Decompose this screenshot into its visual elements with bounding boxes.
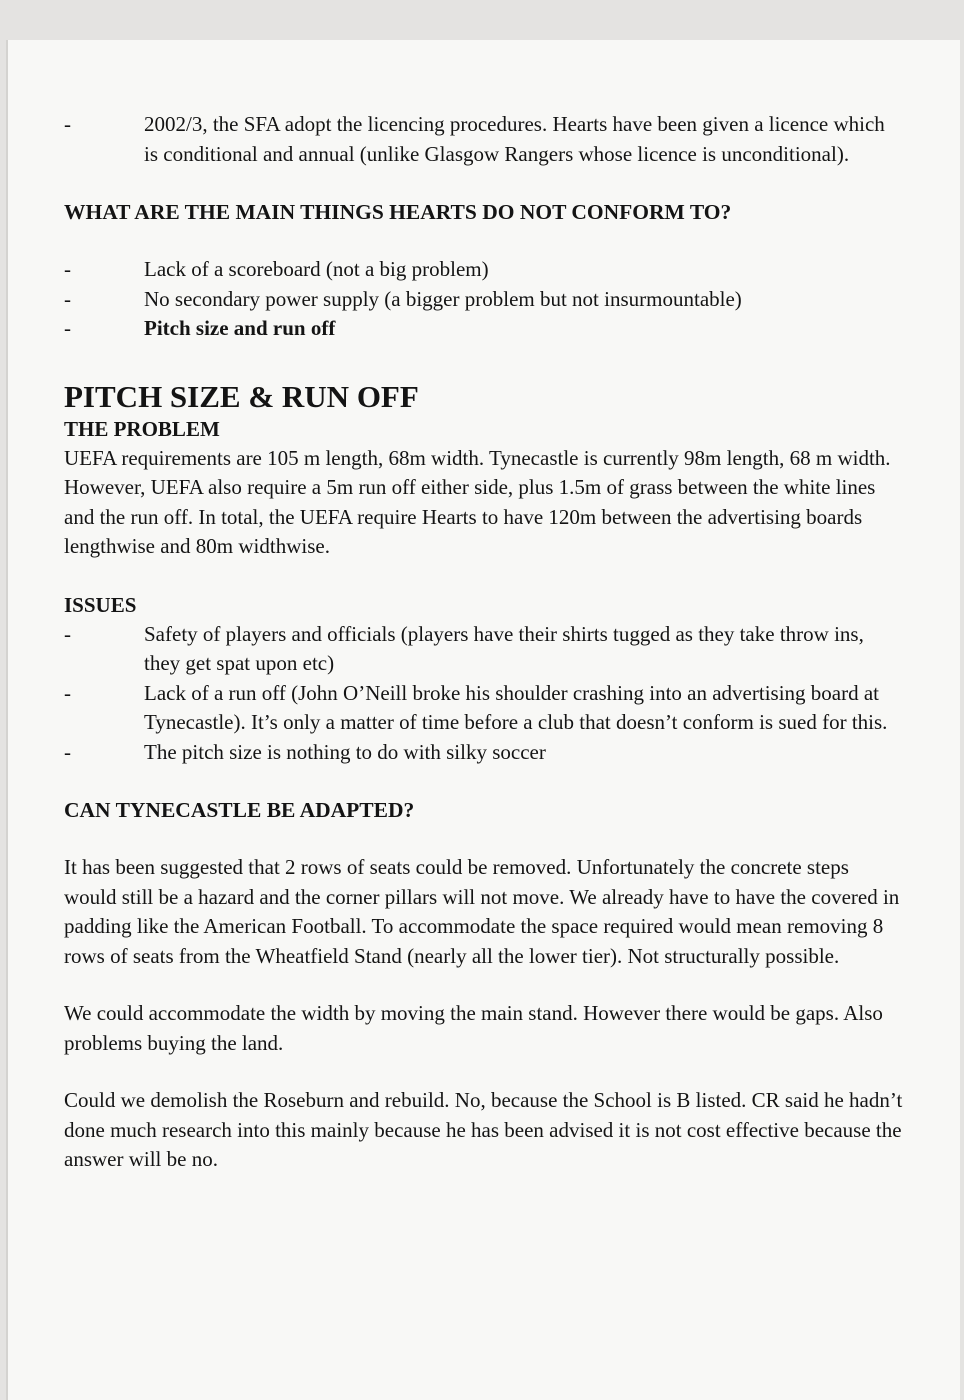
- bullet-dash: -: [64, 257, 71, 281]
- bullet-dash: -: [64, 112, 71, 136]
- document-page: [6, 40, 960, 1400]
- issue-item: [64, 738, 904, 768]
- problem-heading: THE PROBLEM: [64, 416, 220, 441]
- issues-heading: ISSUES: [64, 592, 137, 617]
- adapt-paragraph: Could we demolish the Roseburn and rebuild. No, because the School is B listed. CR said he hadn’t done much research into this mainly because he has been advised it is not cost effective because the answer will be no.: [64, 1088, 903, 1171]
- adapt-paragraph: It has been suggested that 2 rows of seats could be removed. Unfortunately the concrete steps would still be a hazard and the corner pillars will not move. We already have to have the covered in padding like the American Football. To accommodate the space required would mean removing 8 rows of seats from the Wheatfield Stand (nearly all the lower tier). Not structurally possible.: [64, 855, 900, 968]
- licence-text: 2002/3, the SFA adopt the licencing procedures. Hearts have been given a licence which is conditional and annual (unlike Glasgow Rangers whose licence is unconditional).: [144, 112, 885, 166]
- problem-text: UEFA requirements are 105 m length, 68m width. Tynecastle is currently 98m length, 68 m width. However, UEFA also require a 5m run off either side, plus 1.5m of grass between the white lines and the run off. In total, the UEFA require Hearts to have 120m between the advertising boards lengthwise and 80m widthwise.: [64, 445, 891, 558]
- bullet-dash: -: [64, 739, 71, 764]
- non-conform-text: Lack of a scoreboard (not a big problem): [144, 257, 489, 281]
- licence-bullet: [64, 110, 904, 169]
- adapt-paragraph: We could accommodate the width by moving the main stand. However there would be gaps. Also problems buying the land.: [64, 1001, 883, 1055]
- issue-item: [64, 679, 904, 738]
- non-conform-heading: WHAT ARE THE MAIN THINGS HEARTS DO NOT CONFORM TO?: [64, 200, 732, 224]
- bullet-dash: -: [64, 621, 71, 646]
- bullet-dash: -: [64, 680, 71, 705]
- page-content: [64, 110, 904, 1175]
- issue-text: Lack of a run off (John O’Neill broke his shoulder crashing into an advertising board at Tynecastle). It’s only a matter of time before a club that doesn’t conform is sued for this.: [144, 680, 888, 734]
- non-conform-text: No secondary power supply (a bigger problem but not insurmountable): [144, 286, 742, 311]
- bullet-dash: -: [64, 316, 71, 340]
- pitch-heading: PITCH SIZE & RUN OFF: [64, 378, 419, 414]
- non-conform-item: [64, 285, 904, 315]
- adapt-heading: CAN TYNECASTLE BE ADAPTED?: [64, 798, 415, 822]
- non-conform-text: Pitch size and run off: [144, 316, 336, 340]
- bullet-dash: -: [64, 286, 71, 311]
- issue-text: The pitch size is nothing to do with silky soccer: [144, 739, 546, 764]
- issue-item: [64, 620, 904, 679]
- issue-text: Safety of players and officials (players have their shirts tugged as they take throw ins, they get spat upon etc): [144, 621, 864, 675]
- non-conform-item: [64, 314, 904, 344]
- non-conform-item: [64, 255, 904, 285]
